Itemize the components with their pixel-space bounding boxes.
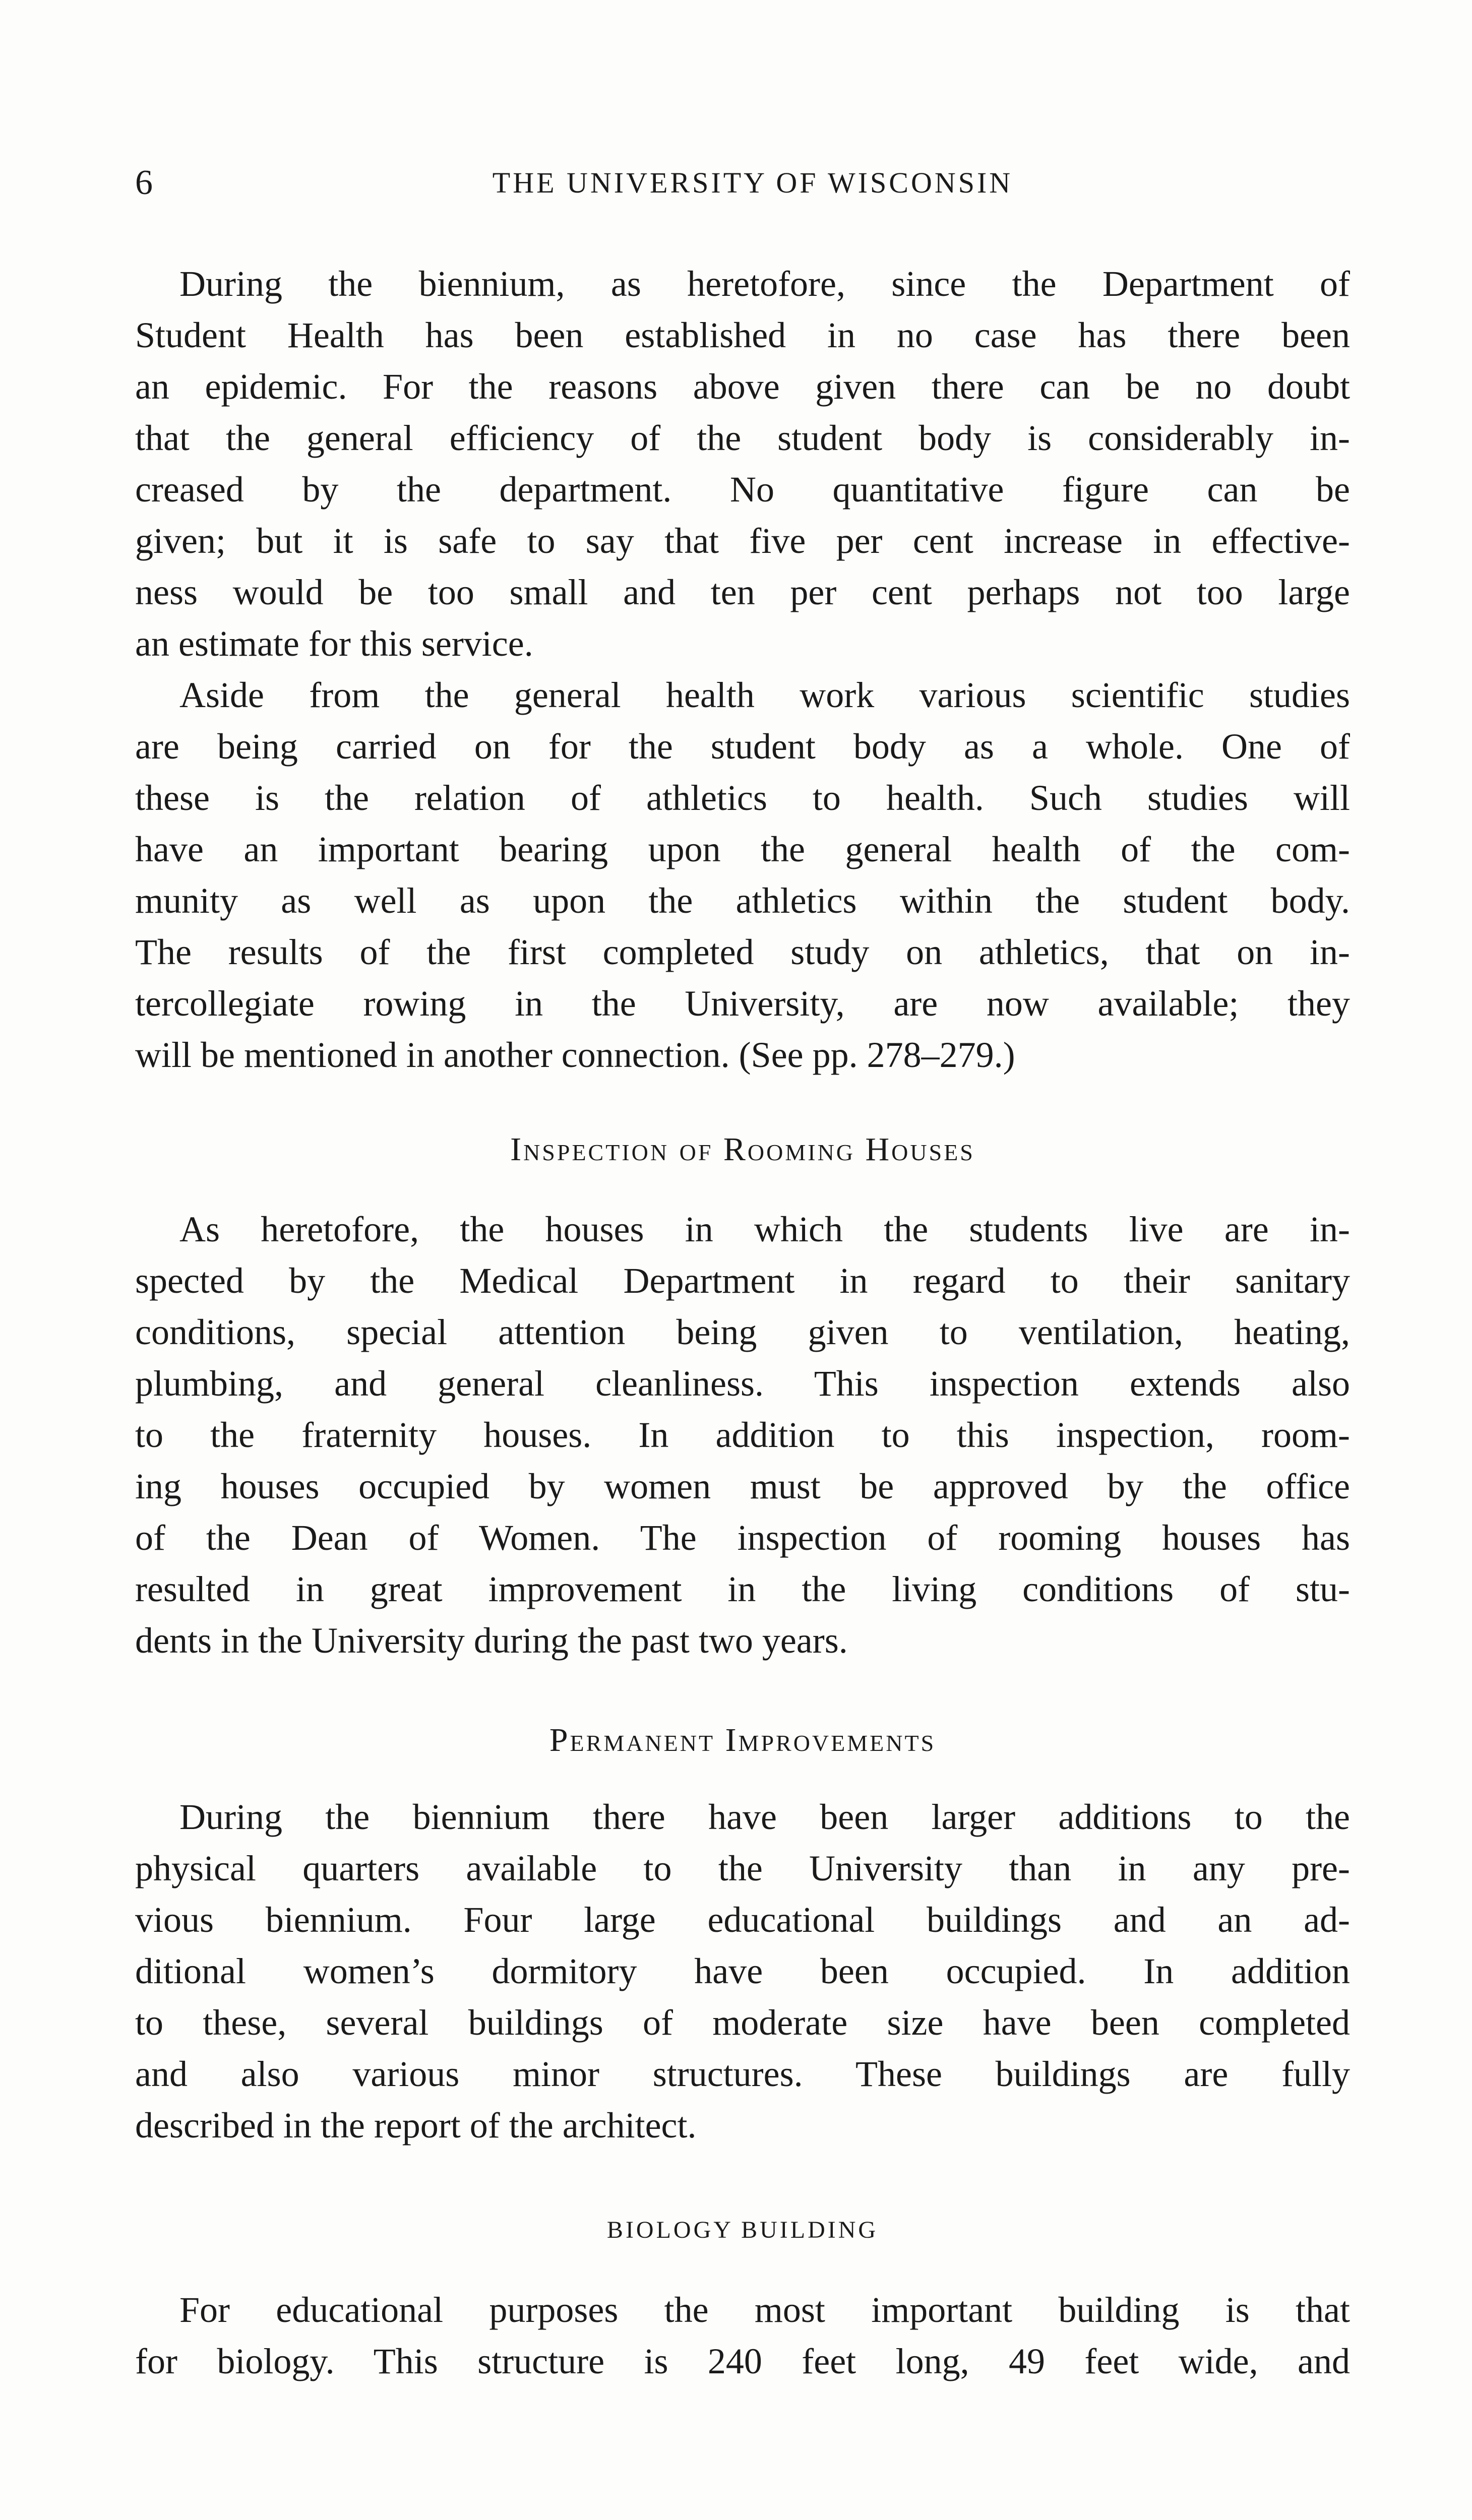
text-line: For educational purposes the most important building is that xyxy=(179,2290,1350,2330)
text-line: Aside from the general health work various scientific studies xyxy=(179,675,1350,715)
text-line: of the Dean of Women. The inspection of rooming houses has xyxy=(135,1518,1350,1558)
text-line: an estimate for this service. xyxy=(135,623,533,664)
text-line: to the fraternity houses. In addition to this inspection, room- xyxy=(135,1415,1350,1455)
text-line: ing houses occupied by women must be approved by the office xyxy=(135,1466,1350,1506)
text-line: The results of the first completed study on athletics, that on in- xyxy=(135,932,1350,972)
paragraph-biology-building xyxy=(135,2284,1350,2387)
paragraph-student-health xyxy=(135,258,1350,669)
text-line: described in the report of the architect. xyxy=(135,2105,697,2146)
running-title: THE UNIVERSITY OF WISCONSIN xyxy=(492,166,1013,199)
text-line: ness would be too small and ten per cent perhaps not too large xyxy=(135,572,1350,612)
text-line: these is the relation of athletics to health. Such studies will xyxy=(135,778,1350,818)
text-line: will be mentioned in another connection. (See pp. 278–279.) xyxy=(135,1035,1015,1075)
text-line: dents in the University during the past two years. xyxy=(135,1620,848,1661)
text-line: creased by the department. No quantitative figure can be xyxy=(135,469,1350,510)
text-line: resulted in great improvement in the living conditions of stu- xyxy=(135,1569,1350,1609)
text-line: to these, several buildings of moderate size have been completed xyxy=(135,2002,1350,2043)
paragraph-permanent-improvements xyxy=(135,1791,1350,2151)
text-line: are being carried on for the student body as a whole. One of xyxy=(135,726,1350,767)
text-line: As heretofore, the houses in which the students live are in- xyxy=(179,1209,1350,1249)
running-head xyxy=(135,160,1350,206)
text-line: ditional women’s dormitory have been occupied. In addition xyxy=(135,1951,1350,1991)
paragraph-rooming-houses xyxy=(135,1204,1350,1666)
text-line: physical quarters available to the University than in any pre- xyxy=(135,1848,1350,1888)
paragraph-scientific-studies xyxy=(135,669,1350,1081)
text-line: for biology. This structure is 240 feet long, 49 feet wide, and xyxy=(135,2341,1350,2381)
text-line: During the biennium, as heretofore, since the Department of xyxy=(179,264,1350,304)
section-heading-permanent-improvements: Permanent Improvements xyxy=(549,1722,936,1758)
text-line: munity as well as upon the athletics within the student body. xyxy=(135,880,1350,921)
text-line: that the general efficiency of the student body is considerably in- xyxy=(135,418,1350,458)
section-heading-rooming-houses: Inspection of Rooming Houses xyxy=(510,1131,975,1168)
text-line: plumbing, and general cleanliness. This inspection extends also xyxy=(135,1363,1350,1404)
text-line: an epidemic. For the reasons above given there can be no doubt xyxy=(135,366,1350,407)
subsection-heading-biology-building: BIOLOGY BUILDING xyxy=(606,2217,879,2243)
text-line: Student Health has been established in no case has there been xyxy=(135,315,1350,355)
text-line: conditions, special attention being given to ventilation, heating, xyxy=(135,1312,1350,1352)
text-line: have an important bearing upon the general health of the com- xyxy=(135,829,1350,869)
text-line: tercollegiate rowing in the University, are now available; they xyxy=(135,983,1350,1024)
text-line: vious biennium. Four large educational buildings and an ad- xyxy=(135,1900,1350,1940)
text-line: and also various minor structures. These buildings are fully xyxy=(135,2054,1350,2094)
text-line: spected by the Medical Department in regard to their sanitary xyxy=(135,1261,1350,1301)
page-number: 6 xyxy=(135,163,153,202)
text-line: During the biennium there have been larger additions to the xyxy=(179,1797,1350,1837)
text-line: given; but it is safe to say that five per cent increase in effective- xyxy=(135,521,1350,561)
